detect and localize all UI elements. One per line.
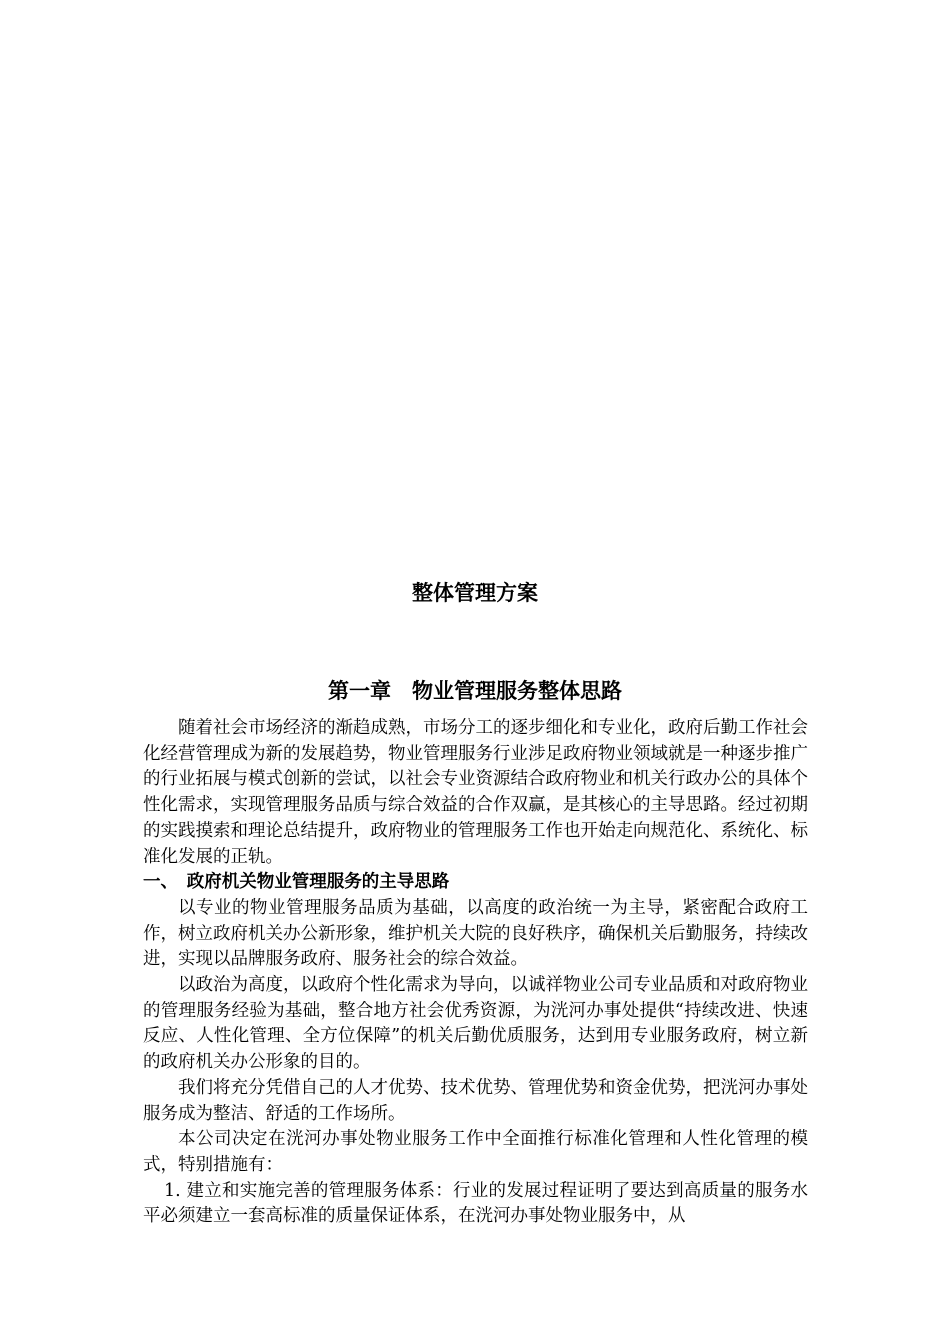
document-body [143, 716, 808, 1230]
section-paragraph: 我们将充分凭借自己的人才优势、技术优势、管理优势和资金优势，把洸河办事处服务成为整洁、舒适的工作场所。 [143, 1077, 808, 1124]
intro-paragraph: 随着社会市场经济的渐趋成熟，市场分工的逐步细化和专业化，政府后勤工作社会化经营管理成为新的发展趋势，物业管理服务行业涉足政府物业领域就是一种逐步推广的行业拓展与模式创新的尝试，以社会专业资源结合政府物业和机关行政办公的具体个性化需求，实现管理服务品质与综合效益的合作双赢，是其核心的主导思路。经过初期的实践摸索和理论总结提升，政府物业的管理服务工作也开始走向规范化、系统化、标准化发展的正轨。 [143, 718, 808, 867]
section-heading: 一、 政府机关物业管理服务的主导思路 [143, 872, 450, 893]
section-paragraph: 以专业的物业管理服务品质为基础，以高度的政治统一为主导，紧密配合政府工作，树立政府机关办公新形象，维护机关大院的良好秩序，确保机关后勤服务，持续改进，实现以品牌服务政府、服务社会的综合效益。 [143, 897, 808, 970]
section-paragraph: 以政治为高度，以政府个性化需求为导向，以诚祥物业公司专业品质和对政府物业的管理服务经验为基础，整合地方社会优秀资源，为洸河办事处提供“持续改进、快速反应、人性化管理、全方位保障”的机关后勤优质服务，达到用专业服务政府，树立新的政府机关办公形象的目的。 [143, 975, 808, 1073]
chapter-title: 第一章 物业管理服务整体思路 [328, 679, 622, 703]
section-paragraph: 本公司决定在洸河办事处物业服务工作中全面推行标准化管理和人性化管理的模式，特别措施有： [143, 1129, 808, 1175]
document-title: 整体管理方案 [412, 581, 538, 605]
list-item: 1. 建立和实施完善的管理服务体系：行业的发展过程证明了要达到高质量的服务水平必须建立一套高标准的质量保证体系，在洸河办事处物业服务中，从 [143, 1180, 808, 1227]
